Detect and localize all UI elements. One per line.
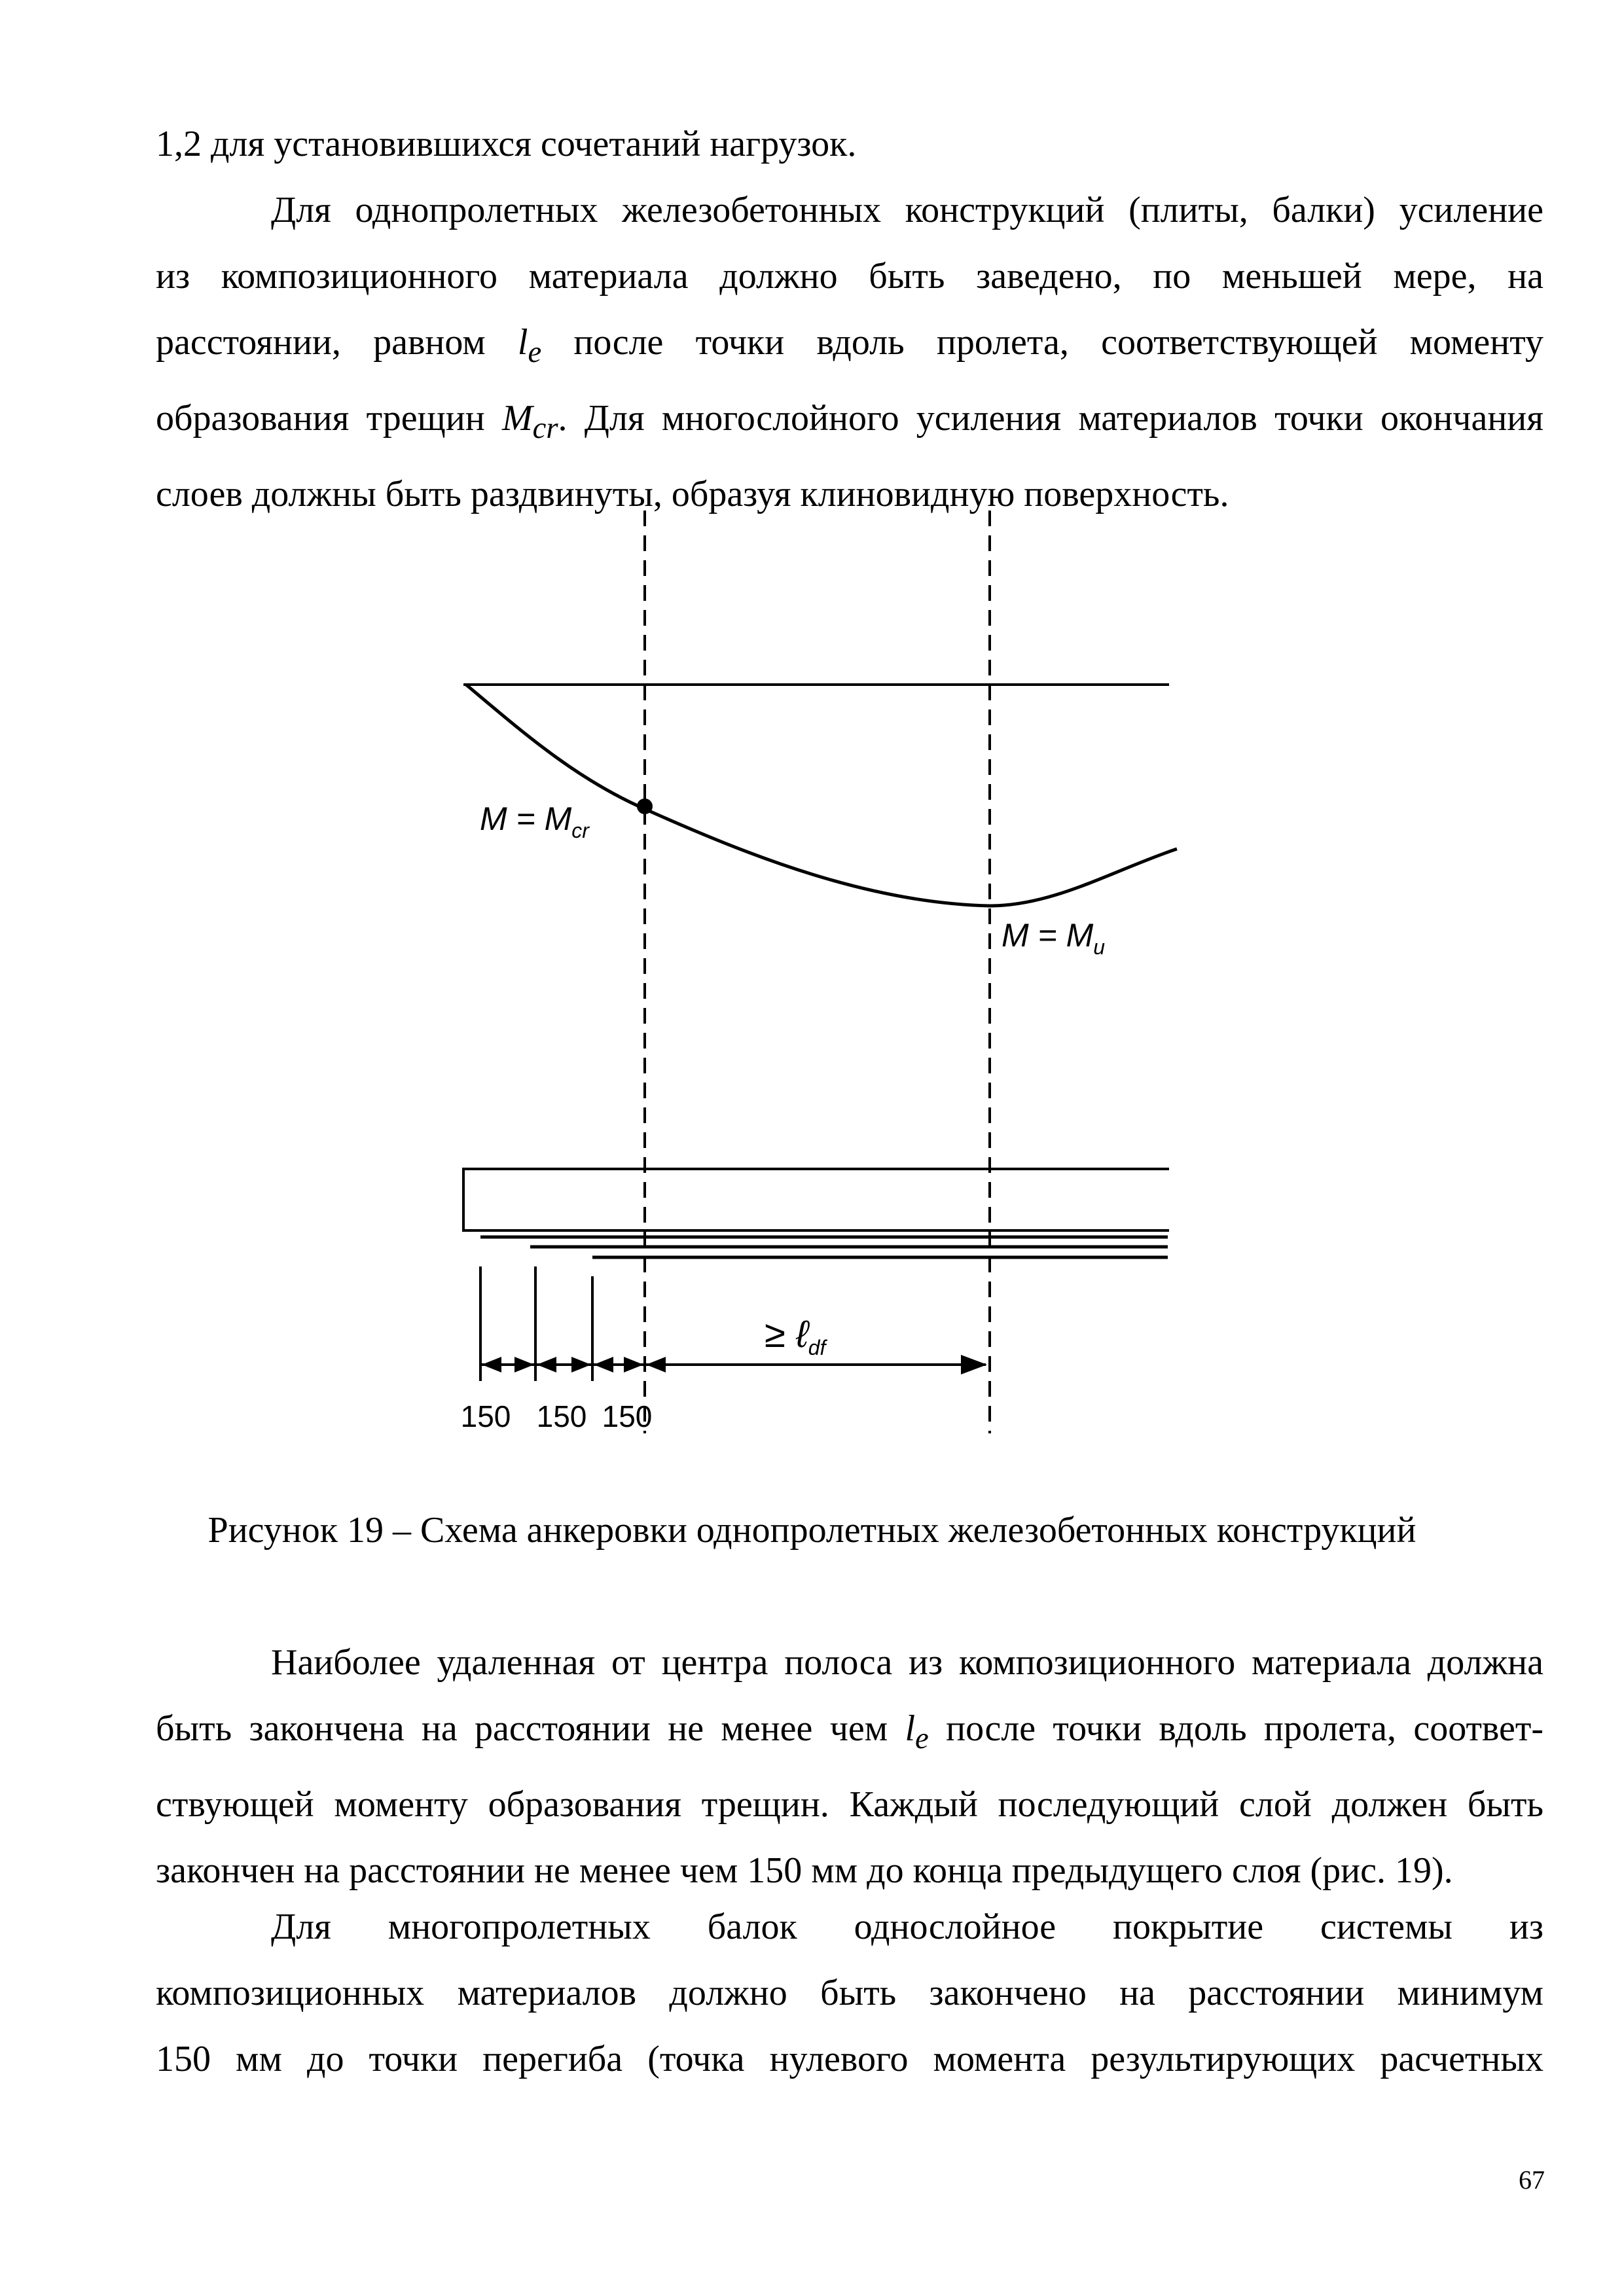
text-line: ствующей моменту образования трещин. Каждый последующий слой должен быть xyxy=(156,1784,1543,1825)
beam-outline xyxy=(463,1169,1169,1230)
variable-le xyxy=(905,1708,929,1756)
variable-subscript: e xyxy=(915,1721,929,1756)
variable-subscript: e xyxy=(528,335,542,370)
variable-subscript: cr xyxy=(532,411,558,446)
variable-symbol: l xyxy=(517,322,528,363)
text-line: Для многопролетных балок однослойное покрытие системы из xyxy=(271,1907,1543,1947)
mu-label: $M = M_u$ xyxy=(1001,917,1106,959)
text-line: Наиболее удаленная от центра полоса из композиционного материала должна xyxy=(271,1642,1543,1683)
mcr-point-marker xyxy=(637,798,653,814)
page-number: 67 xyxy=(1519,2165,1545,2195)
text-line xyxy=(156,1696,1543,1772)
text-line: Для однопролетных железобетонных конструкций (плиты, балки) усиление xyxy=(271,190,1543,230)
text-fragment: быть закончена на расстоянии не менее чем xyxy=(156,1708,888,1749)
ldf-length-label: ≥ ℓ$_{df}$ xyxy=(765,1313,826,1359)
dimension-150-second: 150 xyxy=(536,1399,587,1433)
mcr-label: $M = M_{cr}$ xyxy=(480,800,589,842)
variable-symbol: M xyxy=(501,398,533,439)
text-fragment: после точки вдоль пролета, соответ- xyxy=(946,1708,1544,1749)
text-line: композиционных материалов должно быть закончено на расстоянии минимум xyxy=(156,1973,1543,2013)
paragraph-multispan-beams xyxy=(156,1894,1543,2092)
text-line: 150 мм до точки перегиба (точка нулевого момента результирующих расчетных xyxy=(156,2039,1543,2079)
text-fragment: образования трещин xyxy=(156,398,485,439)
text-fragment: . Для многослойного усиления материалов точки окончания xyxy=(558,398,1544,439)
text-fragment: расстоянии, равном xyxy=(156,322,486,363)
text-line: из композиционного материала должно быть заведено, по меньшей мере, на xyxy=(156,256,1543,296)
figure-caption: Рисунок 19 – Схема анкеровки однопролетных железобетонных конструкций xyxy=(208,1510,1416,1551)
text-line: закончен на расстоянии не менее чем 150 мм до конца предыдущего слоя (рис. 19). xyxy=(156,1850,1453,1892)
dimension-150-first: 150 xyxy=(460,1399,511,1433)
text-fragment: после точки вдоль пролета, соответствующей моменту xyxy=(573,322,1543,363)
moment-curve xyxy=(466,685,1177,906)
dimension-150-third: 150 xyxy=(602,1399,653,1433)
variable-symbol: l xyxy=(905,1708,916,1749)
text-line: 1,2 для установившихся сочетаний нагрузок. xyxy=(156,124,857,164)
paragraph-outermost-strip xyxy=(156,1630,1543,1904)
text-line: слоев должны быть раздвинуты, образуя клиновидную поверхность. xyxy=(156,474,1229,515)
